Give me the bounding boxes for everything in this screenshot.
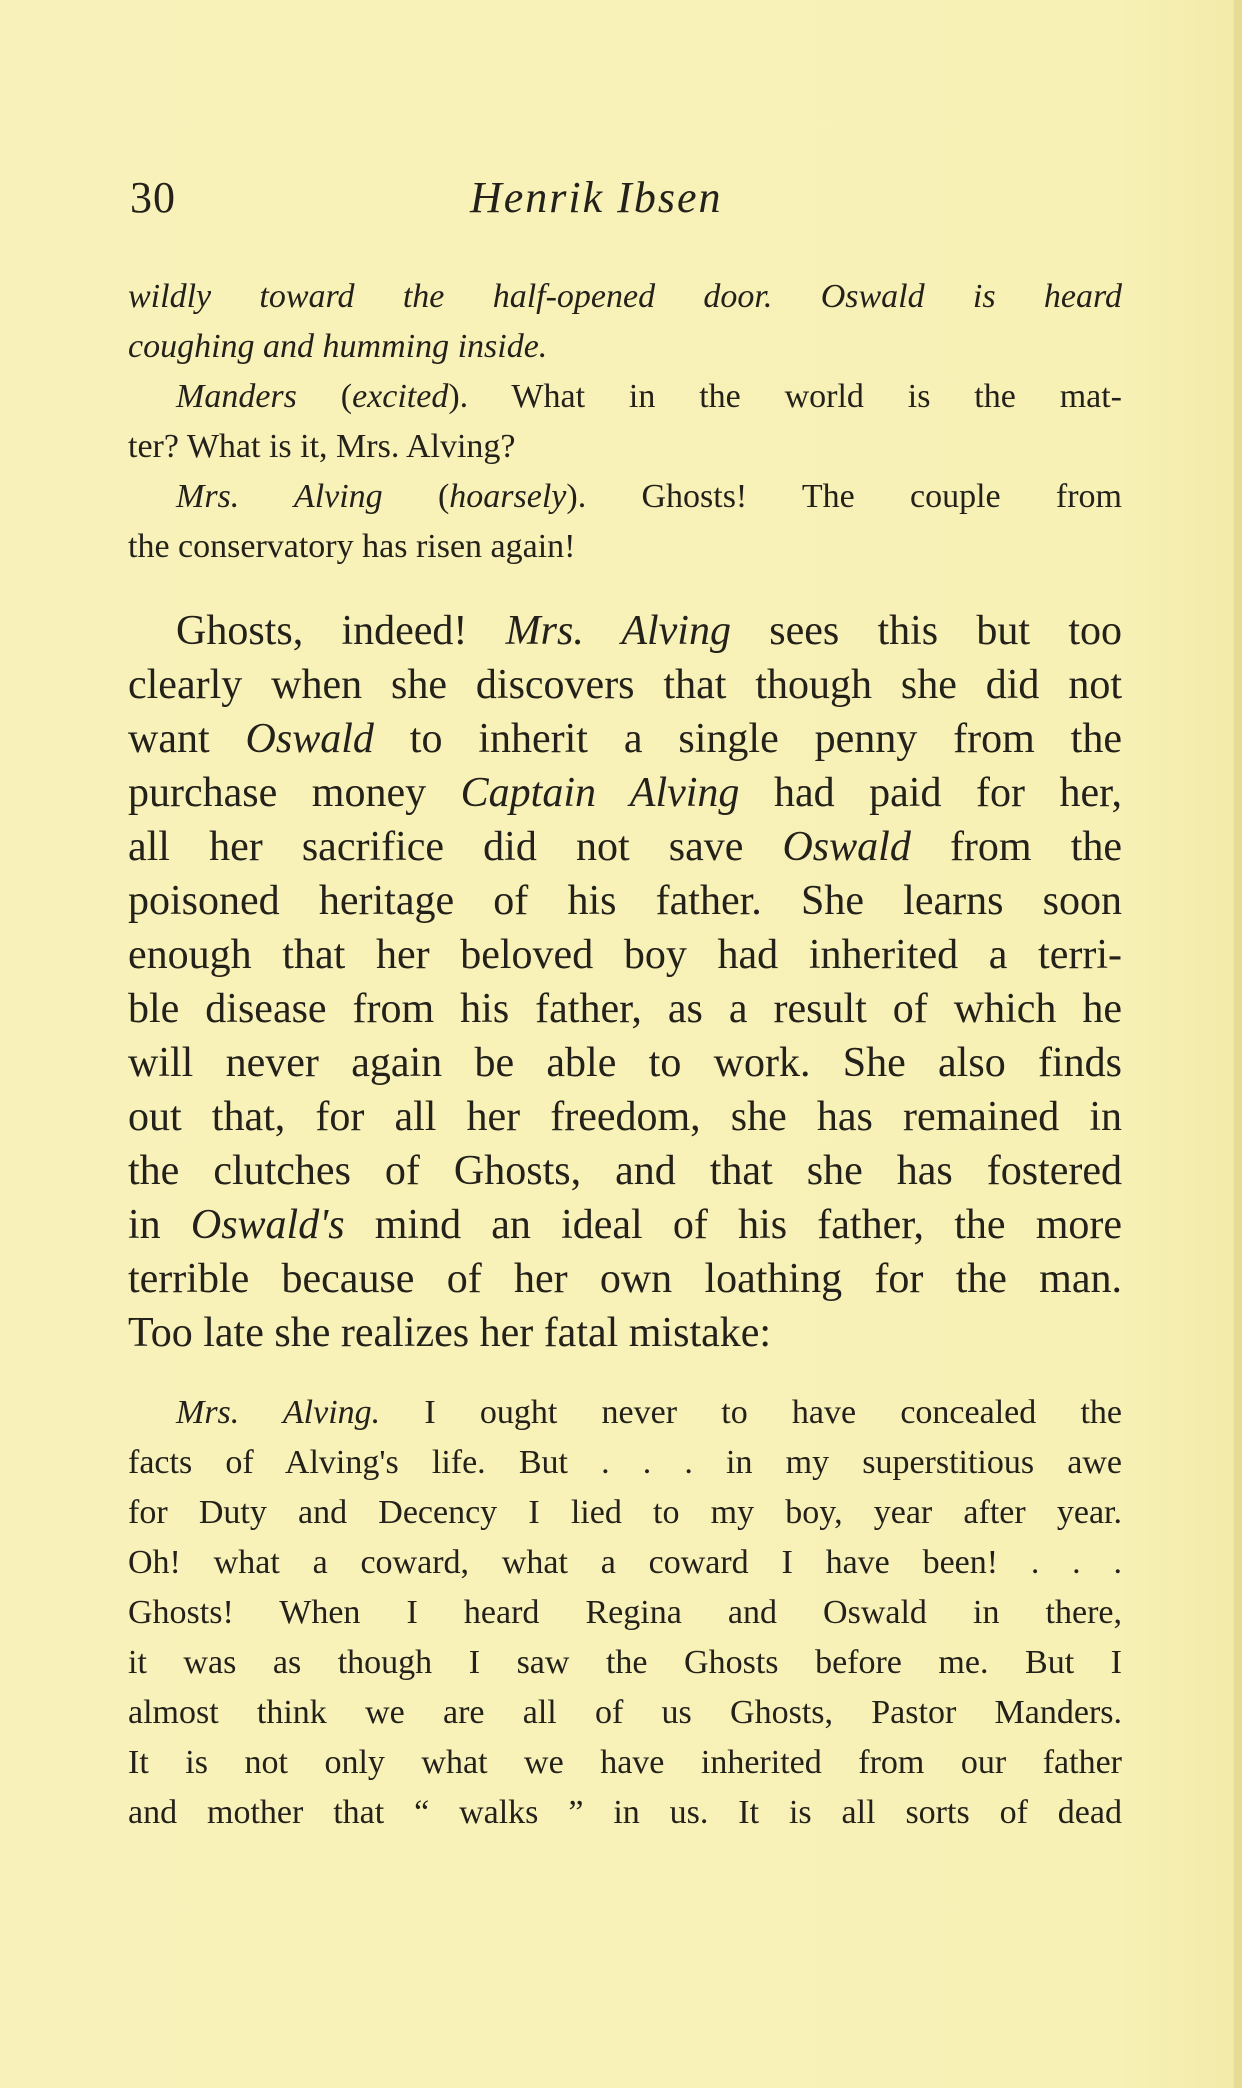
stage-direction: excited bbox=[352, 378, 449, 415]
text-line: it was as though I saw the Ghosts before me. But I bbox=[128, 1644, 1122, 1681]
page-number: 30 bbox=[130, 173, 176, 222]
speaker-name: Mrs. Alving bbox=[176, 478, 383, 515]
text-line: will never again be able to work. She also finds bbox=[128, 1040, 1122, 1086]
text-line: out that, for all her freedom, she has remained in bbox=[128, 1094, 1122, 1140]
text-line: Mrs. Alving. I ought never to have concealed the bbox=[176, 1394, 1122, 1431]
character-name: Captain Alving bbox=[460, 770, 740, 816]
text-line: enough that her beloved boy had inherited a terri- bbox=[128, 932, 1122, 978]
text-line: clearly when she discovers that though she did not bbox=[128, 662, 1122, 708]
text-line: and mother that “ walks ” in us. It is all sorts of dead bbox=[128, 1794, 1122, 1831]
text-line: coughing and humming inside. bbox=[128, 328, 548, 365]
running-head bbox=[126, 172, 1124, 232]
page-edge bbox=[1234, 0, 1242, 2088]
text-line: Oh! what a coward, what a coward I have been! . . . bbox=[128, 1544, 1122, 1581]
text-line: all her sacrifice did not save Oswald from the bbox=[128, 824, 1122, 870]
text-line: ter? What is it, Mrs. Alving? bbox=[128, 428, 516, 465]
text-line: for Duty and Decency I lied to my boy, year after year. bbox=[128, 1494, 1122, 1531]
speaker-name: Mrs. Alving. bbox=[176, 1394, 381, 1431]
running-title: Henrik Ibsen bbox=[470, 173, 723, 222]
text-line: wildly toward the half-opened door. Oswald is heard bbox=[128, 278, 1122, 315]
text-line: the clutches of Ghosts, and that she has fostered bbox=[128, 1148, 1122, 1194]
text-line: ble disease from his father, as a result of which he bbox=[128, 986, 1122, 1032]
text-line: facts of Alving's life. But . . . in my superstitious awe bbox=[128, 1444, 1122, 1481]
text-line: in Oswald's mind an ideal of his father, the more bbox=[128, 1202, 1122, 1248]
speech-block bbox=[128, 1388, 1122, 1838]
character-name: Mrs. Alving bbox=[505, 608, 731, 654]
text-line: poisoned heritage of his father. She learns soon bbox=[128, 878, 1122, 924]
text-line: Manders (excited). What in the world is the mat- bbox=[176, 378, 1122, 415]
text-line: Ghosts, indeed! Mrs. Alving sees this but too bbox=[176, 608, 1122, 654]
character-name: Oswald bbox=[782, 824, 911, 870]
speaker-name: Manders bbox=[176, 378, 297, 415]
commentary-paragraph bbox=[128, 604, 1122, 1360]
stage-direction: hoarsely bbox=[449, 478, 567, 515]
text-line: Mrs. Alving (hoarsely). Ghosts! The couple from bbox=[176, 478, 1122, 515]
text-line: the conservatory has risen again! bbox=[128, 528, 576, 565]
text-line: purchase money Captain Alving had paid for her, bbox=[128, 770, 1122, 816]
character-name: Oswald bbox=[245, 716, 374, 762]
text-line: terrible because of her own loathing for the man. bbox=[128, 1256, 1122, 1302]
text-line: It is not only what we have inherited from our father bbox=[128, 1744, 1122, 1781]
text-line: almost think we are all of us Ghosts, Pastor Manders. bbox=[128, 1694, 1122, 1731]
text-line: Too late she realizes her fatal mistake: bbox=[128, 1310, 772, 1356]
dialogue-block bbox=[128, 272, 1122, 572]
text-line: want Oswald to inherit a single penny from the bbox=[128, 716, 1122, 762]
character-name: Oswald's bbox=[190, 1202, 345, 1248]
text-line: Ghosts! When I heard Regina and Oswald in there, bbox=[128, 1594, 1122, 1631]
